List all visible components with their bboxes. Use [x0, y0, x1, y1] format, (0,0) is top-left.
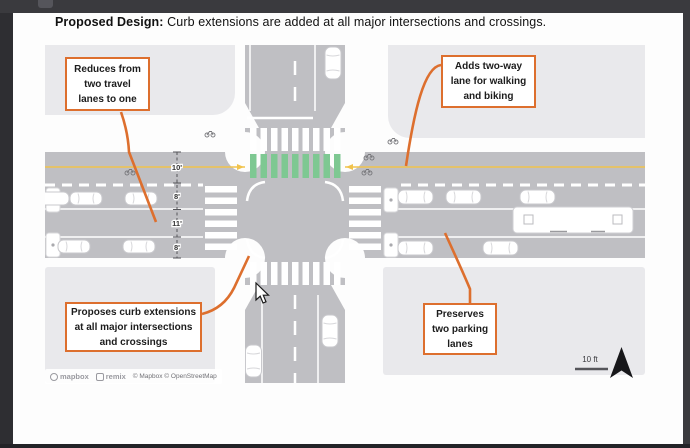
callout-line: at all major intersections [74, 321, 193, 333]
bike-lane-green-crossing [250, 154, 341, 178]
mapbox-logo [50, 372, 89, 381]
bus [513, 207, 633, 233]
callout-line: lanes [447, 338, 473, 350]
lane-width-label: 8' [174, 192, 180, 201]
callout-curb-extensions [65, 302, 202, 352]
callout-line: lanes to one [78, 93, 137, 105]
callout-parking-lanes [423, 303, 497, 355]
callout-line: two travel [84, 78, 131, 90]
remix-icon [96, 373, 104, 381]
callout-line: Proposes curb extensions [70, 306, 197, 318]
crosswalk-south [250, 262, 341, 285]
callout-reduce-travel-lanes [65, 57, 150, 111]
attribution-text: © Mapbox © OpenStreetMap [132, 373, 217, 380]
callout-line: Reduces from [74, 63, 141, 75]
scale-label: 10 ft [582, 355, 598, 364]
remix-logo [96, 372, 126, 381]
callout-line: Preserves [436, 308, 484, 320]
page-title [55, 15, 546, 29]
map-attribution [45, 369, 222, 384]
remix-logo-text: remix [105, 372, 126, 381]
callout-line: two parking [431, 323, 489, 335]
bottom-edge-bar [0, 444, 690, 448]
crosswalk-north [250, 128, 341, 151]
lane-width-label: 11' [172, 219, 182, 228]
lane-width-label: 8' [174, 243, 180, 252]
mapbox-icon [50, 373, 58, 381]
mapbox-logo-text: mapbox [60, 372, 89, 381]
right-edge-bar [683, 0, 690, 448]
lane-width-label: 10' [171, 163, 183, 172]
callout-two-way-lane [441, 55, 536, 108]
page-title-rest: Curb extensions are added at all major intersections and crossings. [163, 15, 547, 29]
callout-line: and biking [463, 91, 514, 102]
top-bar [0, 0, 690, 13]
page-title-bold: Proposed Design: [55, 15, 164, 29]
slide-canvas [13, 13, 683, 444]
left-edge-bar [0, 13, 13, 448]
callout-line: lane for walking [450, 76, 527, 87]
callout-line: Adds two-way [454, 61, 523, 72]
tab-notch [38, 0, 53, 8]
callout-line: and crossings [99, 336, 168, 348]
